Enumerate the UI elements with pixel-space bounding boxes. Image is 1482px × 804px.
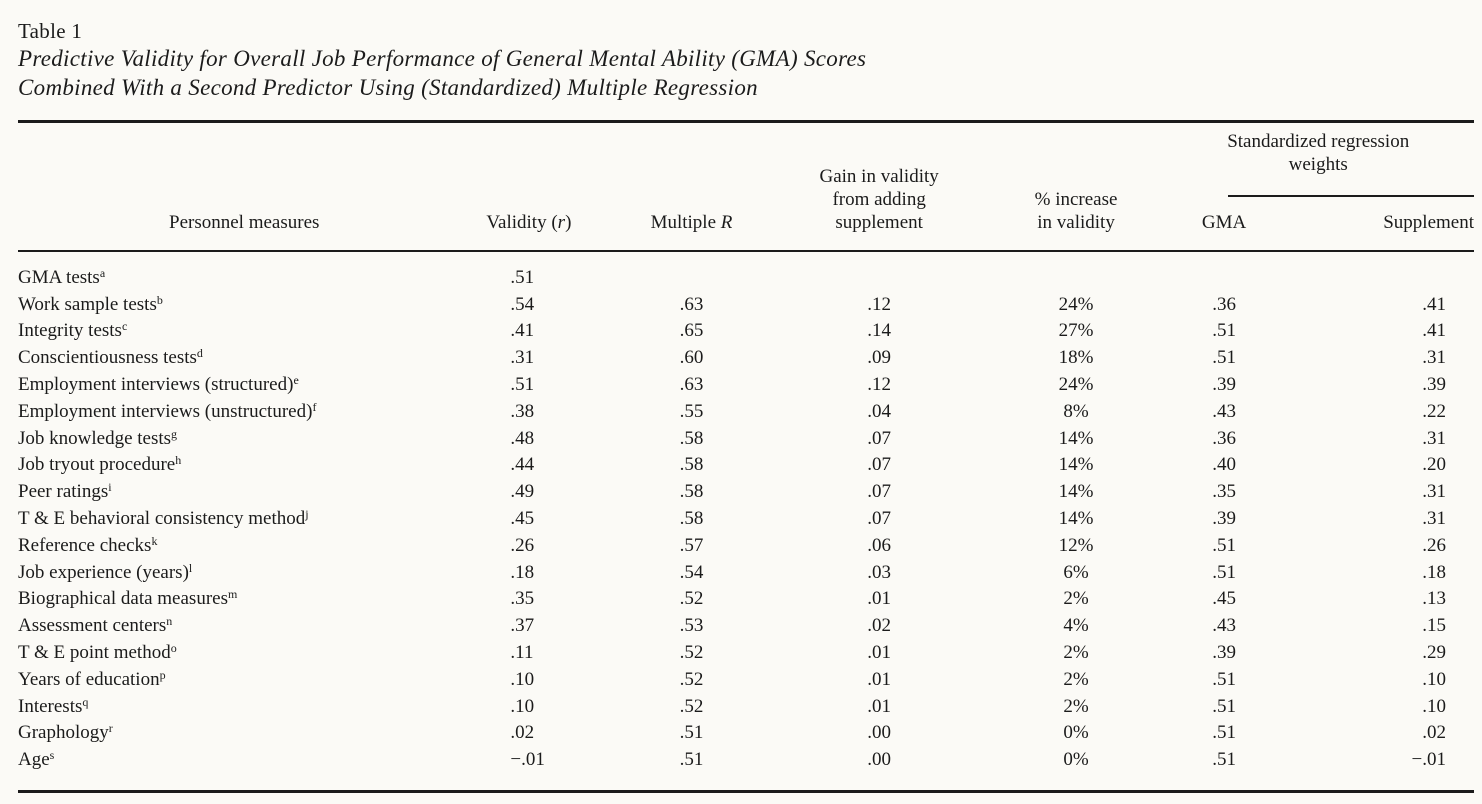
cell-gain: .00 xyxy=(867,749,892,771)
cell-validity: .31 xyxy=(510,347,535,369)
header-std-line-2: weights xyxy=(1288,154,1348,175)
footnote-marker: k xyxy=(151,533,158,548)
table-label: Table 1 xyxy=(18,19,83,43)
header-supplement: Supplement xyxy=(1383,212,1474,233)
cell-multiple-r: .51 xyxy=(679,749,704,771)
cell-gma-weight: .45 xyxy=(1212,588,1236,610)
table-row xyxy=(18,506,1474,533)
cell-personnel-measure xyxy=(18,372,470,399)
cell-percent-increase: 24% xyxy=(1058,293,1094,315)
cell-personnel-measure xyxy=(18,747,470,774)
cell-multiple-r: .63 xyxy=(679,373,704,395)
cell-gma-weight: .51 xyxy=(1212,534,1236,556)
cell-validity: .44 xyxy=(510,454,535,476)
cell-multiple-r xyxy=(614,265,768,292)
header-standardized-weights xyxy=(1162,128,1474,186)
measure-name: Reference checks xyxy=(18,534,152,556)
cell-percent-increase: 12% xyxy=(1058,534,1094,556)
footnote-marker: j xyxy=(305,506,309,521)
header-personnel-measures: Personnel measures xyxy=(169,212,320,233)
table-caption-line-2: Combined With a Second Predictor Using (Standardized) Multiple Regression xyxy=(18,75,758,100)
cell-percent-increase: 24% xyxy=(1058,373,1094,395)
cell-gma-weight: .35 xyxy=(1212,481,1236,503)
cell-personnel-measure xyxy=(18,586,470,613)
cell-multiple-r: .57 xyxy=(679,534,704,556)
measure-name: Employment interviews (structured) xyxy=(18,373,294,395)
table-row xyxy=(18,292,1474,319)
cell-personnel-measure xyxy=(18,318,470,345)
header-gain xyxy=(769,128,990,238)
header-validity-text: Validity (r) xyxy=(486,212,572,233)
cell-gma-weight: .51 xyxy=(1212,695,1236,717)
top-rule xyxy=(18,120,1474,123)
cell-gain xyxy=(769,265,990,292)
cell-gma-weight: .43 xyxy=(1212,400,1236,422)
footnote-marker: s xyxy=(49,748,55,763)
cell-percent-increase: 27% xyxy=(1058,320,1094,342)
measure-name: Conscientiousness tests xyxy=(18,347,197,369)
cell-gma-weight: .39 xyxy=(1212,507,1236,529)
table-row xyxy=(18,613,1474,640)
measure-name: Job knowledge tests xyxy=(18,427,172,449)
cell-gma-weight: .51 xyxy=(1212,668,1236,690)
cell-multiple-r: .51 xyxy=(679,722,704,744)
header-pct-line-1: % increase xyxy=(1034,189,1118,210)
cell-personnel-measure xyxy=(18,506,470,533)
cell-validity: .26 xyxy=(510,534,535,556)
table-row xyxy=(18,345,1474,372)
cell-personnel-measure xyxy=(18,452,470,479)
measure-name: Interests xyxy=(18,695,83,717)
measure-name: Biographical data measures xyxy=(18,588,228,610)
cell-personnel-measure xyxy=(18,292,470,319)
footnote-marker: e xyxy=(293,372,299,387)
cell-percent-increase: 6% xyxy=(1063,561,1089,583)
cell-supplement-weight: .10 xyxy=(1422,695,1446,717)
measure-name: Work sample tests xyxy=(18,293,157,315)
cell-validity: .38 xyxy=(510,400,535,422)
cell-percent-increase: 2% xyxy=(1063,588,1089,610)
cell-supplement-weight: .31 xyxy=(1422,347,1446,369)
footnote-marker: p xyxy=(159,667,166,682)
table-row xyxy=(18,265,1474,292)
footnote-marker: o xyxy=(170,640,177,655)
cell-percent-increase: 14% xyxy=(1058,507,1094,529)
cell-gma-weight: .51 xyxy=(1212,347,1236,369)
footnote-marker: b xyxy=(156,292,163,307)
cell-percent-increase xyxy=(990,265,1163,292)
cell-gain: .14 xyxy=(867,320,892,342)
footnote-marker: n xyxy=(166,614,173,629)
cell-gma-weight: .51 xyxy=(1212,561,1236,583)
cell-multiple-r: .54 xyxy=(679,561,704,583)
table-row xyxy=(18,533,1474,560)
cell-gain: .03 xyxy=(867,561,892,583)
data-table xyxy=(18,128,1474,774)
footnote-marker: d xyxy=(196,346,203,361)
cell-validity: .48 xyxy=(510,427,535,449)
header-pct-line-2: in validity xyxy=(1037,212,1115,233)
cell-personnel-measure xyxy=(18,720,470,747)
cell-percent-increase: 8% xyxy=(1063,400,1089,422)
cell-multiple-r: .65 xyxy=(679,320,704,342)
table-row xyxy=(18,694,1474,721)
cell-gma-weight: .51 xyxy=(1212,320,1236,342)
cell-gain: .02 xyxy=(867,615,892,637)
table-row xyxy=(18,479,1474,506)
cell-gma-weight: .36 xyxy=(1212,427,1236,449)
cell-gma-weight: .51 xyxy=(1212,722,1236,744)
header-gain-line-2: from adding xyxy=(832,189,926,210)
cell-multiple-r: .58 xyxy=(679,481,704,503)
cell-supplement-weight: .29 xyxy=(1422,641,1446,663)
table-caption-line-1: Predictive Validity for Overall Job Performance of General Mental Ability (GMA) Scores xyxy=(18,46,867,71)
cell-multiple-r: .58 xyxy=(679,427,704,449)
cell-percent-increase: 18% xyxy=(1058,347,1094,369)
measure-name: Employment interviews (unstructured) xyxy=(18,400,313,422)
header-std-line-1: Standardized regression xyxy=(1227,131,1410,152)
cell-gain: .01 xyxy=(867,641,892,663)
header-validity xyxy=(470,128,614,238)
cell-gain: .04 xyxy=(867,400,892,422)
cell-gain: .07 xyxy=(867,427,892,449)
table-row xyxy=(18,372,1474,399)
cell-supplement-weight: .20 xyxy=(1422,454,1446,476)
cell-multiple-r: .58 xyxy=(679,507,704,529)
cell-gma-weight: .40 xyxy=(1212,454,1236,476)
cell-validity: .41 xyxy=(510,320,535,342)
cell-gma-weight: .43 xyxy=(1212,615,1236,637)
cell-supplement-weight: .31 xyxy=(1422,481,1446,503)
cell-personnel-measure xyxy=(18,613,470,640)
table-row xyxy=(18,426,1474,453)
measure-name: Assessment centers xyxy=(18,615,167,637)
cell-supplement-weight: .18 xyxy=(1422,561,1446,583)
cell-multiple-r: .52 xyxy=(679,668,704,690)
cell-validity: .35 xyxy=(510,588,535,610)
measure-name: Age xyxy=(18,749,50,771)
cell-multiple-r: .52 xyxy=(679,588,704,610)
cell-personnel-measure xyxy=(18,560,470,587)
table-row xyxy=(18,747,1474,774)
cell-personnel-measure xyxy=(18,265,470,292)
footnote-marker: r xyxy=(108,721,113,736)
footnote-marker: q xyxy=(82,694,89,709)
cell-gma-weight: .51 xyxy=(1212,749,1236,771)
cell-personnel-measure xyxy=(18,479,470,506)
cell-supplement-weight: .39 xyxy=(1422,373,1446,395)
cell-gain: .09 xyxy=(867,347,892,369)
measure-name: Integrity tests xyxy=(18,320,122,342)
table-row xyxy=(18,399,1474,426)
measure-name: GMA tests xyxy=(18,266,100,288)
cell-personnel-measure xyxy=(18,667,470,694)
cell-gain: .06 xyxy=(867,534,892,556)
cell-gma-weight: .39 xyxy=(1212,373,1236,395)
footnote-marker: l xyxy=(188,560,193,575)
table-row xyxy=(18,452,1474,479)
cell-percent-increase: 0% xyxy=(1063,749,1089,771)
cell-multiple-r: .52 xyxy=(679,641,704,663)
cell-gain: .01 xyxy=(867,668,892,690)
footnote-marker: g xyxy=(171,426,178,441)
cell-personnel-measure xyxy=(18,345,470,372)
table-row xyxy=(18,640,1474,667)
cell-validity: .10 xyxy=(510,668,535,690)
cell-validity: .37 xyxy=(510,615,535,637)
header-gain-line-1: Gain in validity xyxy=(819,166,939,187)
cell-personnel-measure xyxy=(18,640,470,667)
cell-multiple-r: .52 xyxy=(679,695,704,717)
cell-validity: .45 xyxy=(510,507,535,529)
cell-supplement-weight: .13 xyxy=(1422,588,1446,610)
cell-personnel-measure xyxy=(18,694,470,721)
cell-percent-increase: 4% xyxy=(1063,615,1089,637)
cell-percent-increase: 2% xyxy=(1063,695,1089,717)
cell-gain: .07 xyxy=(867,481,892,503)
table-figure xyxy=(18,18,1474,771)
header-gma: GMA xyxy=(1201,212,1247,233)
cell-multiple-r: .53 xyxy=(679,615,704,637)
measure-name: Job experience (years) xyxy=(18,561,189,583)
table-row xyxy=(18,560,1474,587)
table-body xyxy=(18,238,1474,774)
cell-validity: .02 xyxy=(510,722,535,744)
cell-personnel-measure xyxy=(18,426,470,453)
cell-percent-increase: 14% xyxy=(1058,481,1094,503)
cell-validity: .51 xyxy=(510,266,535,288)
table-row xyxy=(18,720,1474,747)
cell-supplement-weight: .41 xyxy=(1422,320,1446,342)
cell-supplement-weight: .31 xyxy=(1422,507,1446,529)
cell-validity: .18 xyxy=(510,561,535,583)
cell-supplement-weight: .26 xyxy=(1422,534,1446,556)
cell-gma-weight: .39 xyxy=(1212,641,1236,663)
cell-supplement-weight: .02 xyxy=(1422,722,1446,744)
measure-name: Job tryout procedure xyxy=(18,454,176,476)
header-gain-line-3: supplement xyxy=(835,212,923,233)
cell-multiple-r: .58 xyxy=(679,454,704,476)
cell-percent-increase: 2% xyxy=(1063,668,1089,690)
cell-validity: .11 xyxy=(510,641,534,663)
cell-gain: .12 xyxy=(867,373,892,395)
cell-personnel-measure xyxy=(18,399,470,426)
cell-supplement-weight: .22 xyxy=(1422,400,1446,422)
cell-supplement-weight: .31 xyxy=(1422,427,1446,449)
cell-gain: .01 xyxy=(867,588,892,610)
measure-name: Years of education xyxy=(18,668,160,690)
cell-gma-weight: .36 xyxy=(1212,293,1236,315)
cell-multiple-r: .55 xyxy=(679,400,704,422)
cell-percent-increase: 0% xyxy=(1063,722,1089,744)
cell-gma-weight xyxy=(1162,265,1285,292)
cell-gain: .00 xyxy=(867,722,892,744)
measure-name: Graphology xyxy=(18,722,109,744)
cell-supplement-weight: −.01 xyxy=(1411,749,1446,771)
cell-validity: .51 xyxy=(510,373,535,395)
cell-multiple-r: .60 xyxy=(679,347,704,369)
measure-name: Peer ratings xyxy=(18,481,109,503)
cell-supplement-weight: .41 xyxy=(1422,293,1446,315)
cell-gain: .07 xyxy=(867,507,892,529)
cell-gain: .12 xyxy=(867,293,892,315)
cell-validity: .54 xyxy=(510,293,535,315)
cell-validity: .10 xyxy=(510,695,535,717)
footnote-marker: h xyxy=(175,453,182,468)
cell-gain: .01 xyxy=(867,695,892,717)
footnote-marker: m xyxy=(227,587,238,602)
table-row xyxy=(18,586,1474,613)
bottom-rule xyxy=(18,790,1474,793)
cell-validity: −.01 xyxy=(510,749,545,771)
cell-supplement-weight: .10 xyxy=(1422,668,1446,690)
table-row xyxy=(18,667,1474,694)
cell-supplement-weight: .15 xyxy=(1422,615,1446,637)
cell-percent-increase: 14% xyxy=(1058,427,1094,449)
measure-name: T & E point method xyxy=(18,641,171,663)
footnote-marker: f xyxy=(312,399,317,414)
cell-percent-increase: 2% xyxy=(1063,641,1089,663)
cell-gain: .07 xyxy=(867,454,892,476)
header-multiple-r: Multiple R xyxy=(650,212,733,233)
header-percent-increase xyxy=(990,128,1163,238)
measure-name: T & E behavioral consistency method xyxy=(18,507,306,529)
cell-supplement-weight xyxy=(1286,265,1474,292)
cell-percent-increase: 14% xyxy=(1058,454,1094,476)
footnote-marker: c xyxy=(121,319,128,334)
footnote-marker: a xyxy=(99,265,106,280)
footnote-marker: i xyxy=(108,480,112,495)
cell-validity: .49 xyxy=(510,481,535,503)
table-row xyxy=(18,318,1474,345)
cell-personnel-measure xyxy=(18,533,470,560)
cell-multiple-r: .63 xyxy=(679,293,704,315)
